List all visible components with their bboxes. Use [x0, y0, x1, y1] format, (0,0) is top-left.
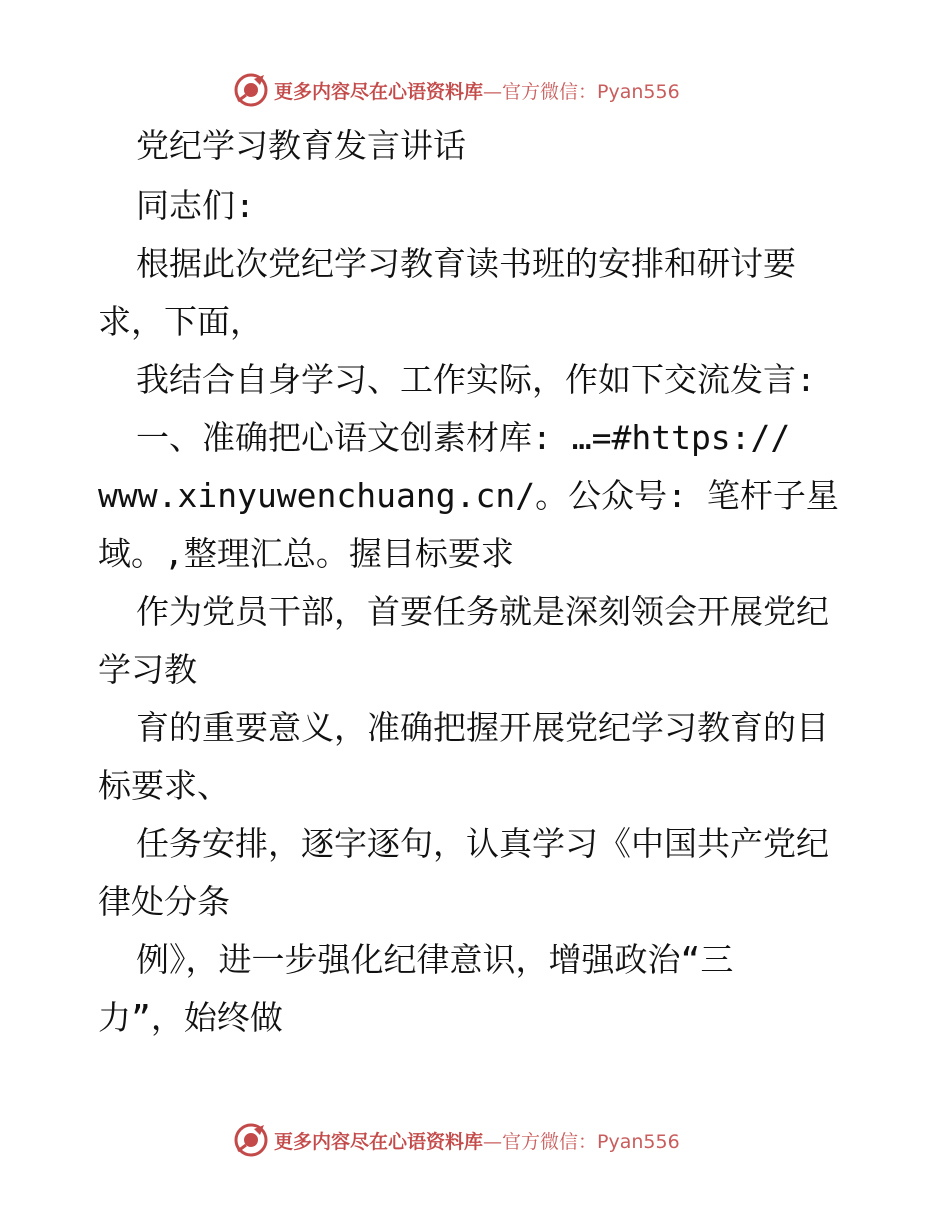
text-line: www.xinyuwenchuang.cn/。公众号: 笔杆子星 [98, 476, 839, 515]
header-banner [234, 70, 714, 110]
text-line: 我结合自身学习、工作实际，作如下交流发言: [136, 360, 816, 399]
text-line: 求，下面， [98, 302, 263, 341]
banner-separator: — [483, 80, 503, 103]
text-line: 同志们: [136, 186, 255, 225]
footer-banner [234, 1120, 714, 1160]
banner-brand: 更多内容尽在心语资料库 [274, 1130, 484, 1153]
banner-wechat-id: Pyan556 [597, 1130, 680, 1153]
text-line: 育的重要意义，准确把握开展党纪学习教育的目 [136, 708, 829, 747]
text-line: 力”，始终做 [98, 998, 283, 1037]
text-line: 标要求、 [98, 766, 230, 805]
banner-wechat-id: Pyan556 [597, 80, 680, 103]
text-line: 域。,整理汇总。握目标要求 [98, 534, 514, 573]
text-line: 一、准确把心语文创素材库: …=#https:// [136, 418, 791, 457]
pen-logo-icon [234, 73, 268, 107]
banner-wechat-label: 官方微信： [502, 1130, 598, 1153]
text-line: 律处分条 [98, 882, 230, 921]
text-line: 例》，进一步强化纪律意识，增强政治“三 [136, 940, 734, 979]
text-line: 学习教 [98, 650, 197, 689]
banner-wechat-label: 官方微信： [502, 80, 598, 103]
pen-logo-icon [234, 1123, 268, 1157]
document-title: 党纪学习教育发言讲话 [136, 126, 466, 165]
text-line: 根据此次党纪学习教育读书班的安排和研讨要 [136, 244, 796, 283]
banner-separator: — [483, 1130, 503, 1153]
text-line: 任务安排，逐字逐句，认真学习《中国共产党纪 [136, 824, 829, 863]
banner-brand: 更多内容尽在心语资料库 [274, 80, 484, 103]
text-line: 作为党员干部，首要任务就是深刻领会开展党纪 [136, 592, 829, 631]
